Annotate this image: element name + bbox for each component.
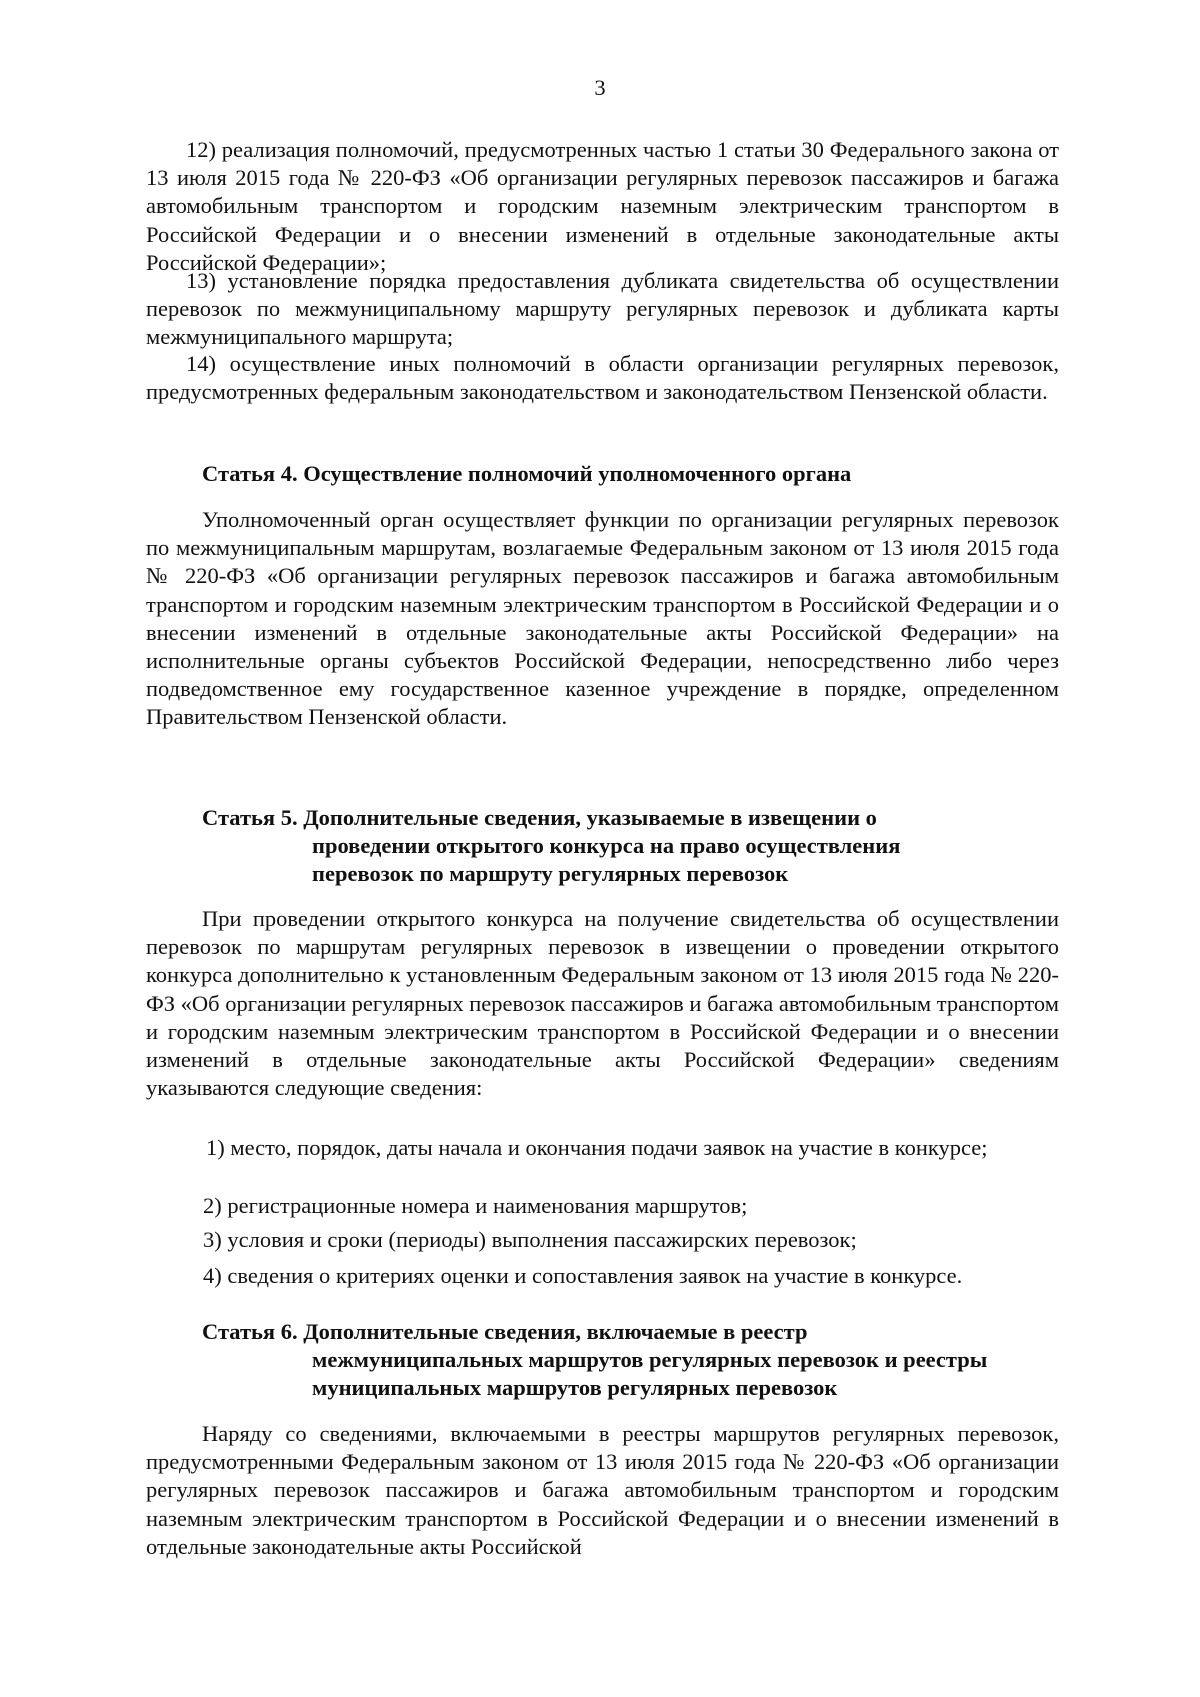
article-6-heading-line-2: межмуниципальных маршрутов регулярных перевозок и реестры [312, 1347, 988, 1372]
article-5-item-1: 1) место, порядок, даты начала и окончания подачи заявок на участие в конкурсе; [206, 1135, 988, 1160]
page-number: 3 [594, 75, 606, 100]
article-4-paragraph: Уполномоченный орган осуществляет функции по организации регулярных перевозок по межмуниципальным маршрутам, возлагаемые Федеральным законом от 13 июля 2015 года № 220-ФЗ «Об организации регулярных перевозок пассажиров и багажа автомобильным транспортом и городским наземным электрическим транспортом в Российской Федерации и о внесении изменений в отдельные законодательные акты Российской Федерации» на исполнительные органы субъектов Российской Федерации, непосредственно либо через подведомственное ему государственное казенное учреждение в порядке, определенном Правительством Пензенской области. [146, 507, 1059, 730]
article-5-heading-line-1: Статья 5. Дополнительные сведения, указываемые в извещении о [202, 805, 877, 830]
article-5-heading-line-2: проведении открытого конкурса на право осуществления [312, 833, 901, 858]
list-item-14: 14) осуществление иных полномочий в области организации регулярных перевозок, предусмотренных федеральным законодательством и законодательством Пензенской области. [146, 351, 1059, 405]
article-6-heading-line-3: муниципальных маршрутов регулярных перевозок [312, 1375, 838, 1400]
article-5-paragraph: При проведении открытого конкурса на получение свидетельства об осуществлении перевозок по маршрутам регулярных перевозок в извещении о проведении открытого конкурса дополнительно к установленным Федеральным законом от 13 июля 2015 года № 220-ФЗ «Об организации регулярных перевозок пассажиров и багажа автомобильным транспортом и городским наземным электрическим транспортом в Российской Федерации и о внесении изменений в отдельные законодательные акты Российской Федерации» сведениям указываются следующие сведения: [146, 906, 1059, 1101]
article-6-heading-line-1: Статья 6. Дополнительные сведения, включаемые в реестр [202, 1319, 808, 1344]
article-5-heading-line-3: перевозок по маршруту регулярных перевозок [312, 861, 789, 886]
article-5-item-4: 4) сведения о критериях оценки и сопоставления заявок на участие в конкурсе. [203, 1263, 963, 1288]
list-item-13: 13) установление порядка предоставления дубликата свидетельства об осуществлении перевозок по межмуниципальному маршруту регулярных перевозок и дубликата карты межмуниципального маршрута; [146, 268, 1059, 350]
list-item-12: 12) реализация полномочий, предусмотренных частью 1 статьи 30 Федерального закона от 13 июля 2015 года № 220-ФЗ «Об организации регулярных перевозок пассажиров и багажа автомобильным транспортом и городским наземным электрическим транспортом в Российской Федерации и о внесении изменений в отдельные законодательные акты Российской Федерации»; [146, 137, 1059, 275]
article-6-paragraph: Наряду со сведениями, включаемыми в реестры маршрутов регулярных перевозок, предусмотренными Федеральным законом от 13 июля 2015 года № 220-ФЗ «Об организации регулярных перевозок пассажиров и багажа автомобильным транспортом и городским наземным электрическим транспортом в Российской Федерации и о внесении изменений в отдельные законодательные акты Российской [146, 1421, 1059, 1559]
article-5-item-2: 2) регистрационные номера и наименования маршрутов; [203, 1193, 748, 1218]
article-4-heading: Статья 4. Осуществление полномочий уполномоченного органа [202, 461, 852, 486]
article-5-item-3: 3) условия и сроки (периоды) выполнения пассажирских перевозок; [203, 1227, 857, 1252]
